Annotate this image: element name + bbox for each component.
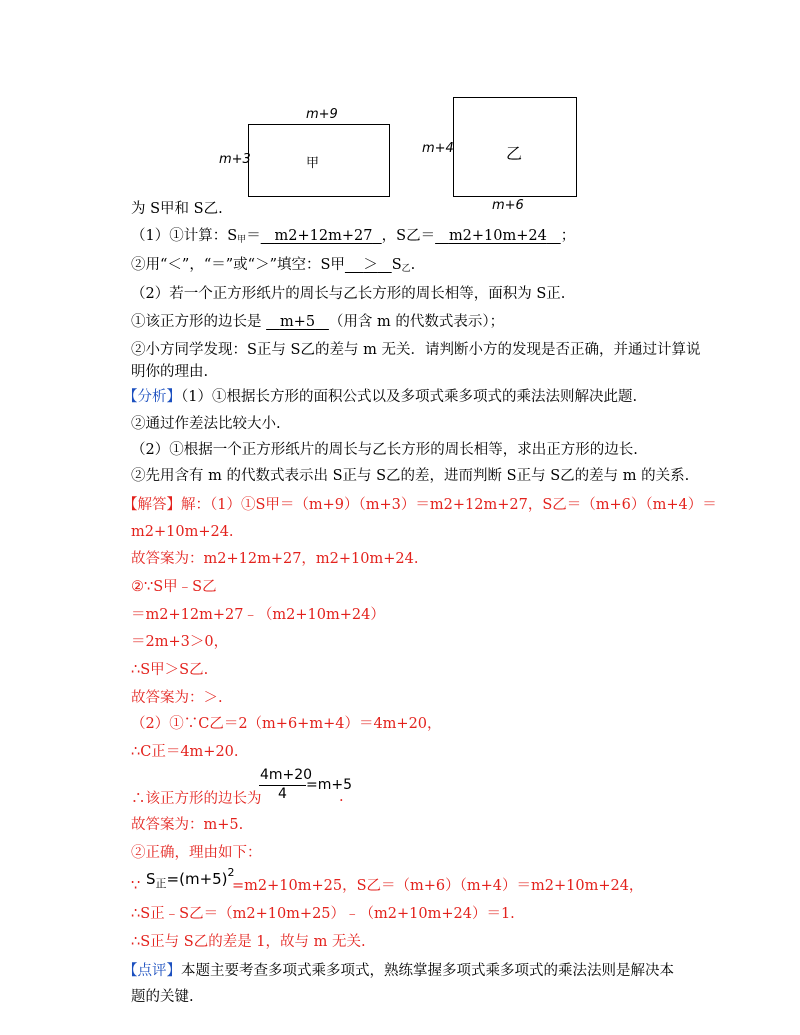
solution-line3: 故答案为：m2+12m+27，m2+10m+24.	[131, 551, 419, 567]
solution-line4: ②∵S甲﹣S乙	[131, 579, 217, 595]
side-fraction-denominator: 4	[278, 786, 287, 802]
rect-yi-left-label: m+4	[422, 141, 454, 156]
question-1-2: ②用“＜”，“＝”或“＞”填空：S甲 ＞ $S_乙$.	[131, 257, 416, 274]
answer-side: m+5	[279, 314, 316, 330]
question-2-2-line1: ②小方同学发现：S正与 S乙的差与 m 无关．请判断小方的发现是否正确，并通过计算说	[131, 342, 701, 358]
solution-line16: ∴S正与 S乙的差是 1，故与 m 无关.	[131, 934, 366, 950]
question-intro: 为 S甲和 S乙.	[131, 201, 223, 217]
analysis-line4: ②先用含有 m 的代数式表示出 S正与 S乙的差，进而判断 S正与 S乙的差与 m 的关系.	[131, 468, 690, 484]
side-fraction-result: =m+5	[306, 777, 353, 793]
solution-line7: ∴S甲＞S乙.	[131, 662, 209, 678]
solution-tag: 【解答】	[123, 497, 181, 513]
question-2-1: ①该正方形的边长是 m+5 （用含 m 的代数式表示）；	[131, 314, 505, 330]
analysis-line1: 【分析】（1）①根据长方形的面积公式以及多项式乘多项式的乘法法则解决此题.	[123, 389, 638, 405]
solution-line1: 【解答】解：（1）①S甲＝（m+9）（m+3）＝m2+12m+27，S乙＝（m+6）（m+4）＝	[123, 497, 717, 513]
comment-line2: 题的关键.	[131, 989, 194, 1005]
solution-line14: ∵	[131, 878, 141, 894]
solution-line5: ＝m2+12m+27﹣（m2+10m+24）	[131, 607, 385, 623]
question-2-2-line2: 明你的理由.	[131, 364, 209, 380]
question-2: （2）若一个正方形纸片的周长与乙长方形的周长相等，面积为 S正.	[131, 286, 566, 302]
rect-jia-top-label: m+9	[306, 107, 338, 122]
solution-line2: m2+10m+24.	[131, 524, 234, 540]
s-square-formula: $S_正=(m+5)^2$	[146, 866, 235, 890]
rect-jia-name: 甲	[306, 156, 320, 171]
answer-s-jia: m2+12m+27	[274, 228, 373, 244]
comment-line1: 【点评】本题主要考查多项式乘多项式，熟练掌握多项式乘多项式的乘法法则是解决本	[123, 963, 674, 979]
solution-line12: 故答案为：m+5.	[131, 817, 244, 833]
solution-line9: （2）①∵C乙＝2（m+6+m+4）＝4m+20，	[131, 716, 442, 732]
rect-jia-left-label: m+3	[219, 152, 251, 167]
solution-line6: ＝2m+3＞0，	[131, 634, 229, 650]
solution-line8: 故答案为：＞.	[131, 690, 223, 706]
solution-line15: ∴S正﹣S乙＝（m2+10m+25）﹣（m2+10m+24）＝1.	[131, 906, 515, 922]
question-1-1: （1）①计算：$S_甲=$ m2+12m+27 ，S乙＝ m2+10m+24 ；	[131, 228, 576, 245]
rect-yi-bottom-label: m+6	[492, 198, 524, 213]
analysis-line2: ②通过作差法比较大小.	[131, 416, 281, 432]
rect-yi-name: 乙	[506, 144, 523, 163]
comment-tag: 【点评】	[123, 963, 181, 979]
answer-compare: ＞	[363, 257, 378, 273]
analysis-tag: 【分析】	[123, 389, 181, 405]
side-fraction-numerator: 4m+20	[260, 767, 313, 783]
solution-line14-rest: =m2+10m+25，S乙＝（m+6）（m+4）＝m2+10m+24，	[232, 878, 644, 894]
solution-line10: ∴C正＝4m+20.	[131, 744, 239, 760]
analysis-line3: （2）①根据一个正方形纸片的周长与乙长方形的周长相等，求出正方形的边长.	[131, 442, 638, 458]
solution-line13: ②正确，理由如下：	[131, 845, 262, 861]
solution-line11: ∴该正方形的边长为	[131, 791, 262, 807]
answer-s-yi: m2+10m+24	[448, 228, 547, 244]
